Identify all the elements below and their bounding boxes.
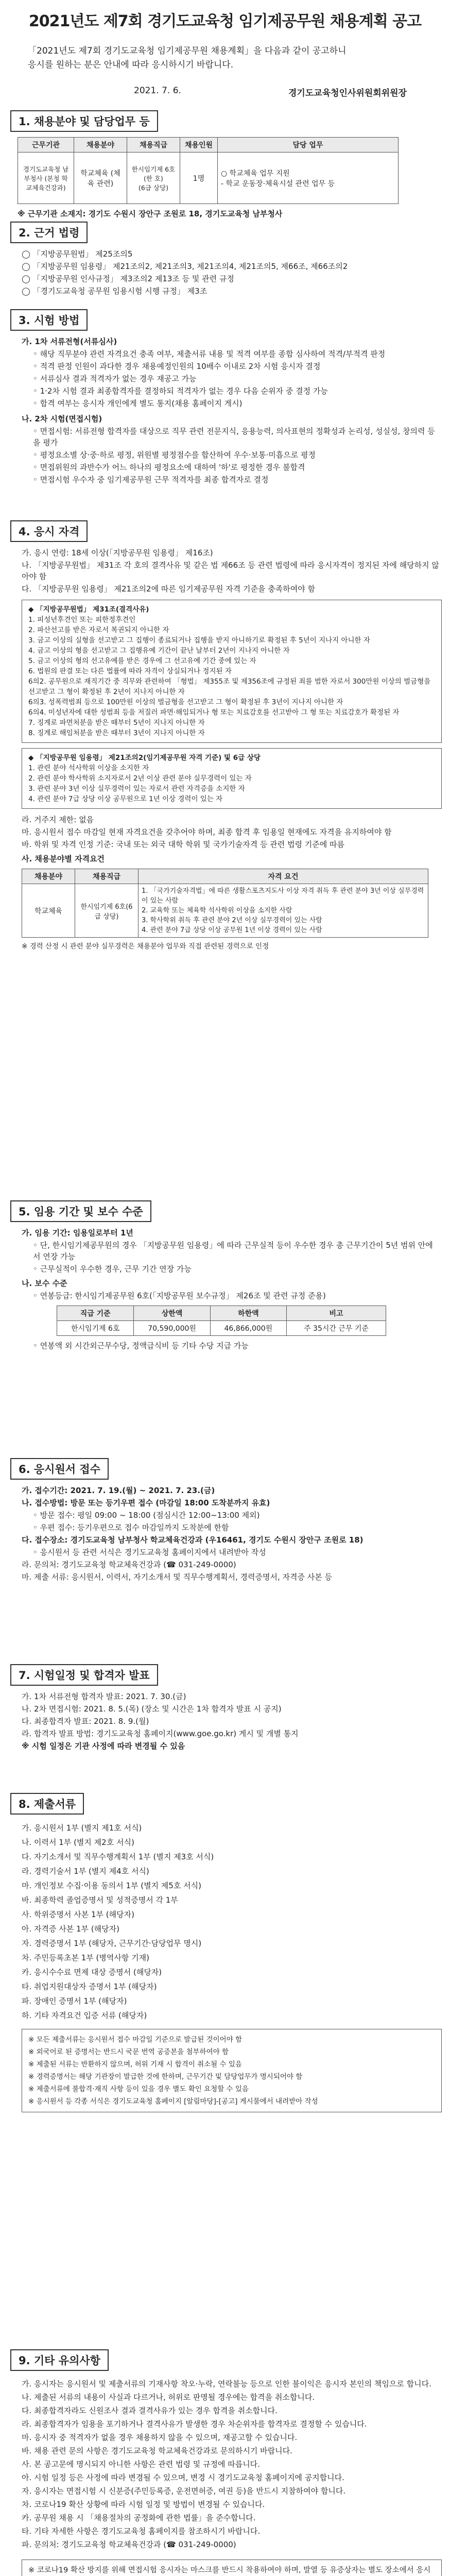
method-b1: ◦ 면접시험: 서류전형 합격자를 대상으로 직무 관련 전문지식, 응용능력, 의사표현의 정확성과 논리성, 성실성, 창의력 등을 평가 [33,427,435,447]
list-item: 5. 금고 이상의 형의 선고유예를 받은 경우에 그 선고유예 기간 중에 있는 자 [28,657,256,665]
document-list [10,1821,440,2023]
section-7 [10,1664,440,1753]
list-item: 2. 파산선고를 받은 자로서 복권되지 아니한 자 [28,626,169,634]
term-a2: ◦ 근무실적이 우수한 경우, 근무 기간 연장 가능 [33,1264,192,1274]
section-7-heading: 7. 시험일정 및 합격자 발표 [10,1664,158,1686]
doc-note-2: ※ 외국어로 된 증명서는 반드시 국문 번역 공증본을 첨부하여야 함 [28,2048,229,2056]
disqualification-box [22,600,442,743]
criteria-list [28,763,435,804]
apply-b1: ◦ 방문 접수: 평일 09:00 ~ 18:00 (점심시간 12:00~13:00 제외) [33,1511,260,1520]
method-b: 나. 2차 시험(면접시험) [22,414,102,423]
apply-a: 가. 접수기간: 2021. 7. 19.(월) ~ 2021. 7. 23.(금) [22,1486,215,1495]
list-item: 바. 채용 관련 문의 사항은 경기도교육청 학교체육건강과로 문의하시기 바랍니다. [22,2446,292,2455]
list-item: 차. 주민등록초본 1부 (병역사항 기재) [22,1953,149,1962]
pay-b: 나. 보수 수준 [22,1279,67,1288]
list-item: 라. 최종합격자가 임용을 포기하거나 결격사유가 발생한 경우 차순위자를 합격자로 결정할 수 있습니다. [22,2419,367,2429]
list-item: 사. 학위증명서 사본 1부 (해당자) [22,1910,134,1919]
section-1 [10,110,440,219]
law-3: ◯ 「지방공무원 인사규정」 제3조의2 제13조 등 및 관련 규정 [22,274,234,283]
list-item: 3. 금고 이상의 실형을 선고받고 그 집행이 종료되거나 집행을 받지 아니하기로 확정된 후 5년이 지나지 아니한 자 [28,636,370,645]
list-item: 바. 최종학력 졸업증명서 및 성적증명서 각 1부 [22,1895,178,1905]
method-a4: ◦ 1·2차 시험 결과 최종합격자를 결정하되 적격자가 없는 경우 다음 순위자 중 결정 가능 [33,386,328,396]
apply-d: 라. 문의처: 경기도교육청 학교체육건강과 (☎ 031-249-0000) [22,1560,236,1569]
list-item: 6의4. 미성년자에 대한 성범죄 등을 저질러 파면·해임되거나 형 또는 치료감호를 선고받아 그 형 또는 치료감호가 확정된 자 [28,708,400,717]
list-item: 아. 시험 일정 등은 사정에 따라 변경될 수 있으며, 변경 시 경기도교육청 홈페이지에 공지합니다. [22,2473,344,2482]
criteria-box [22,748,442,809]
task-line-1: ○ 학교체육 업무 지원 [221,169,290,178]
cell-rank-main: 한시임기제 6호 (한 호) [131,165,176,182]
covid-notice-box [22,2560,442,2576]
th-task: 담당 업무 [218,138,399,152]
method-a: 가. 1차 서류전형(서류심사) [22,337,117,346]
list-item: 가. 응시원서 1부 (별지 제1호 서식) [22,1823,142,1833]
list-item: 4. 관련 분야 7급 상당 이상 공무원 1년 이상 경력이 있는 사람 [142,926,322,934]
notice-title: 2021년도 제7회 경기도교육청 임기제공무원 채용계획 공고 [28,12,422,30]
section-4-body [10,547,440,595]
requirement-list [142,886,425,935]
qual-a: 가. 응시 연령: 18세 이상(「지방공무원 임용령」 제16조) [22,548,213,557]
notice-date: 2021. 7. 6. [134,86,181,96]
task-line-2: - 학교 운동장·체육시설 관련 업무 등 [221,179,335,188]
section-6-body [10,1485,440,1583]
disqualification-list [28,615,435,738]
list-item: 6의2. 공무원으로 재직기간 중 직무와 관련하여 「형법」 제355조 및 제356조에 규정된 죄를 범한 자로서 300만원 이상의 벌금형을 선고받고 그 형이 확정된 후 2년이 지나지 아니한 자 [28,677,431,696]
section-3 [10,309,440,486]
method-b3: ◦ 면접위원의 과반수가 어느 하나의 평정요소에 대하여 '하'로 평정한 경우 불합격 [33,463,305,472]
list-item: 타. 취업지원대상자 증명서 1부 (해당자) [22,1982,157,1991]
th-field: 채용분야 [74,138,127,152]
sched-d: 라. 합격자 발표 방법: 경기도교육청 홈페이지(www.goe.go.kr) 게시 및 개별 통지 [22,1729,299,1738]
th-count: 채용인원 [180,138,218,152]
intro-text [28,44,424,72]
disqualification-title: ◆ 「지방공무원법」 제31조(결격사유) [28,605,149,614]
list-item: 마. 개인정보 수집·이용 동의서 1부 (별지 제5호 서식) [22,1881,202,1890]
doc-note-1: ※ 모든 제출서류는 응시원서 접수 마감일 기준으로 발급된 것이어야 함 [28,2036,243,2044]
section-3-heading: 3. 시험 방법 [10,309,88,331]
list-item: 3. 관련 분야 3년 이상 실무경력이 있는 자로서 관련 자격증을 소지한 자 [28,785,245,793]
section-5 [10,1200,440,1351]
list-item: 6의3. 성폭력범죄 등으로 100만원 이상의 벌금형을 선고받고 그 형이 확정된 후 3년이 지나지 아니한 자 [28,698,343,706]
th-org: 근무기관 [18,138,74,152]
apply-b2: ◦ 우편 접수: 등기우편으로 접수 마감일까지 도착분에 한함 [33,1523,229,1532]
list-item: 1. 「국가기술자격법」에 따른 생활스포츠지도사 이상 자격 취득 후 관련 분야 3년 이상 실무경력이 있는 사람 [142,887,424,905]
intro-line-2: 응시를 원하는 분은 안내에 따라 응시하시기 바랍니다. [28,60,234,70]
list-item: 카. 응시수수료 면제 대상 증명서 (해당자) [22,1968,162,1977]
doc-note-4: ※ 경력증명서는 해당 기관장이 발급한 것에 한하며, 근무기간 및 담당업무가 명시되어야 함 [28,2073,303,2081]
list-item: 2. 관련 분야 학사학위 소지자로서 2년 이상 관련 분야 실무경력이 있는 자 [28,774,252,783]
section-3-body [10,336,440,485]
sched-b: 나. 2차 면접시험: 2021. 8. 5.(목) (장소 및 시간은 1차 합격자 발표 시 공지) [22,1704,282,1714]
sched-a: 가. 1차 서류전형 합격자 발표: 2021. 7. 30.(금) [22,1692,186,1701]
qual-b: 나. 「지방공무원법」 제31조 각 호의 결격사유 및 같은 법 제66조 등 관련 법령에 따라 응시자격이 정지된 자에 해당하지 않아야 함 [22,561,439,581]
cell-org: 경기도교육청 남부청사 (본청 학교체육건강과) [18,152,74,204]
list-item: 차. 코로나19 확산 상황에 따라 시험 일정 및 방법이 변경될 수 있습니다. [22,2500,265,2509]
th-q-field: 채용분야 [22,869,75,884]
list-item: 하. 기타 자격요건 입증 서류 (해당자) [22,2011,147,2020]
section-8 [10,1793,440,2112]
th-q-rank: 채용직급 [75,869,139,884]
apply-e: 마. 제출 서류: 응시원서, 이력서, 자기소개서 및 직무수행계획서, 경력증명서, 자격증 사본 등 [22,1572,332,1582]
table-header-row [18,138,399,152]
intro-line-1: 「2021년도 제7회 경기도교육청 임기제공무원 채용계획」을 다음과 같이 공고하니 [28,46,347,56]
list-item: 7. 징계로 파면처분을 받은 때부터 5년이 지나지 아니한 자 [28,719,205,727]
table-row [18,152,399,204]
cell-field: 학교체육 (체육 관련) [74,152,127,204]
th-rank: 채용직급 [127,138,180,152]
apply-c1: ◦ 응시원서 등 관련 서식은 경기도교육청 홈페이지에서 내려받아 작성 [33,1548,266,1557]
list-item: 마. 응시자 중 적격자가 없을 경우 채용하지 않을 수 있으며, 재공고할 수 있습니다. [22,2433,298,2442]
method-a1: ◦ 해당 직무분야 관련 자격요건 충족 여부, 제출서류 내용 및 적격 여부를 종합 심사하여 적격/부적격 판정 [33,349,386,359]
section-8-heading: 8. 제출서류 [10,1793,84,1815]
list-item: 가. 응시자는 응시원서 및 제출서류의 기재사항 착오·누락, 연락불능 등으로 인한 불이익은 응시자 본인의 책임으로 합니다. [22,2379,431,2388]
list-item: 자. 응시자는 면접시험 시 신분증(주민등록증, 운전면허증, 여권 등)을 반드시 지참하여야 합니다. [22,2486,346,2496]
th-pay-min: 하한액 [210,1306,286,1321]
list-item: 1. 피성년후견인 또는 피한정후견인 [28,616,136,624]
table-header-row [22,869,428,884]
section-6 [10,1458,440,1584]
notice-list [10,2377,440,2551]
doc-note-3: ※ 제출된 서류는 반환하지 않으며, 허위 기재 시 합격이 취소될 수 있음 [28,2060,242,2069]
pay-b2: ◦ 연봉액 외 시간외근무수당, 정액급식비 등 기타 수당 지급 가능 [33,1341,249,1350]
section-2-heading: 2. 근거 법령 [10,222,88,243]
apply-c: 다. 접수장소: 경기도교육청 남부청사 학교체육건강과 (우16461, 경기도 수원시 장안구 조원로 18) [22,1535,364,1545]
qual-d: 라. 거주지 제한: 없음 [22,815,94,824]
list-item: 4. 관련 분야 7급 상당 이상 공무원으로 1년 이상 경력이 있는 자 [28,795,223,803]
doc-note-6: ※ 응시원서 등 각종 서식은 경기도교육청 홈페이지 [알림마당]-[공고] 게시물에서 내려받아 작성 [28,2097,318,2106]
law-2: ◯ 「지방공무원 임용령」 제21조의2, 제21조의3, 제21조의4, 제21조의5, 제66조, 제66조의2 [22,262,348,271]
qual-e: 마. 응시원서 접수 마감일 현재 자격요건을 갖추어야 하며, 최종 합격 후 임용일 현재에도 자격을 유지하여야 함 [22,827,392,837]
list-item: 2. 교육학 또는 체육학 석사학위 이상을 소지한 사람 [142,907,292,914]
method-a5: ◦ 합격 여부는 응시자 개인에게 별도 통지(채용 홈페이지 게시) [33,399,243,408]
list-item: 파. 문의처: 경기도교육청 학교체육건강과 (☎ 031-249-0000) [22,2540,236,2549]
cell-pay-note: 주 35시간 근무 기준 [287,1321,386,1336]
pay-table [57,1306,386,1336]
qual-g: 사. 채용분야별 자격요건 [22,854,105,863]
list-item: 8. 징계로 해임처분을 받은 때부터 3년이 지나지 아니한 자 [28,729,205,737]
method-a2: ◦ 적격 판정 인원이 과다한 경우 채용예정인원의 10배수 이내로 2차 시험 응시자 결정 [33,362,321,371]
list-item: 1. 관련 분야 석사학위 이상을 소지한 자 [28,764,149,772]
th-pay-rank: 직급 기준 [57,1306,134,1321]
th-pay-note: 비고 [287,1306,386,1321]
method-a3: ◦ 서류심사 결과 적격자가 없는 경우 재공고 가능 [33,374,197,383]
list-item: 파. 장애인 증명서 1부 (해당자) [22,1996,127,2006]
cell-pay-min: 46,866,000원 [210,1321,286,1336]
cell-q-req [139,884,428,938]
cell-q-rank: 한시임기제 6호(6급 상당) [75,884,139,938]
sched-c: 다. 최종합격자 발표: 2021. 8. 9.(월) [22,1717,149,1726]
cell-pay-max: 70,590,000원 [134,1321,210,1336]
issuer-name: 경기도교육청인사위원회위원장 [288,88,407,98]
list-item: 다. 최종합격자라도 신원조사 결과 결격사유가 있는 경우 합격을 취소합니다. [22,2406,278,2415]
list-item: 3. 학사학위 취득 후 관련 분야 2년 이상 실무경력이 있는 사람 [142,917,322,924]
section-1-heading: 1. 채용분야 및 담당업무 등 [10,110,158,132]
section-1-note: ※ 근무기관 소재지: 경기도 수원시 장안구 조원로 18, 경기도교육청 남부청사 [18,209,283,218]
law-4: ◯ 「경기도교육청 공무원 임용시험 시행 규정」 제3조 [22,286,207,296]
qualification-table [22,869,428,938]
doc-note-5: ※ 제출서류에 불합격·재직 사항 등이 있을 경우 별도 확인 요청할 수 있음 [28,2085,249,2093]
section-4-heading: 4. 응시 자격 [10,520,88,542]
law-1: ◯ 「지방공무원법」 제25조의5 [22,249,133,259]
cell-rank [127,152,180,204]
list-item: 사. 본 공고문에 명시되지 아니한 사항은 관련 법령 및 규정에 따릅니다. [22,2460,260,2469]
section-6-heading: 6. 응시원서 접수 [10,1458,109,1480]
sched-e: ※ 시험 일정은 기관 사정에 따라 변경될 수 있음 [22,1741,185,1751]
section-5-body [10,1227,440,1301]
criteria-title: ◆ 「지방공무원 임용령」 제21조의2(임기제공무원 자격 기준) 및 6급 상당 [28,754,261,762]
qual-c: 다. 「지방공무원 임용령」 제21조의2에 따른 임기제공무원 자격 기준을 충족하여야 함 [22,584,315,594]
qual-table-note: ※ 경력 산정 시 관련 분야 실무경력은 채용분야 업무와 직접 관련된 경력으로 인정 [22,942,269,951]
th-q-req: 자격 요건 [139,869,428,884]
method-b2: ◦ 평정요소별 상·중·하로 평정, 위원별 평정점수를 합산하여 우수·보통·미흡으로 평정 [33,450,316,460]
section-5-heading: 5. 임용 기간 및 보수 수준 [10,1200,151,1222]
section-9-heading: 9. 기타 유의사항 [10,2349,109,2371]
pay-b1: ◦ 연봉등급: 한시임기제공무원 6호(「지방공무원 보수규정」 제26조 및 관련 규정 준용) [33,1291,326,1300]
qual-f: 바. 학위 및 자격 인정 기준: 국내 또는 외국 대학 학위 및 국가기술자격 등 관련 법령 기준에 따름 [22,840,345,849]
apply-b: 나. 접수방법: 방문 또는 등기우편 접수 (마감일 18:00 도착분까지 유효) [22,1498,270,1507]
list-item: 나. 제출된 서류의 내용이 사실과 다르거나, 허위로 판명될 경우에는 합격을 취소합니다. [22,2393,315,2402]
term-a1: ◦ 단, 한시임기제공무원의 경우 「지방공무원 임용령」에 따라 근무실적 등이 우수한 경우 총 근무기간이 5년 범위 안에서 연장 가능 [33,1241,433,1261]
covid-notice: ※ 코로나19 확산 방지를 위해 면접시험 응시자는 마스크를 반드시 착용하여야 하며, 발열 등 유증상자는 별도 장소에서 응시 [28,2566,431,2574]
th-pay-max: 상한액 [134,1306,210,1321]
section-2 [10,222,440,298]
list-item: 아. 자격증 사본 1부 (해당자) [22,1924,119,1934]
cell-rank-sub: (6급 상당) [139,183,168,192]
cell-pay-rank: 한시임기제 6호 [57,1321,134,1336]
method-b4: ◦ 면접시험 우수자 중 임기제공무원 근무 적격자를 최종 합격자로 결정 [33,475,269,484]
cell-task [218,152,399,204]
section-7-body [10,1691,440,1752]
list-item: 타. 기타 자세한 사항은 경기도교육청 홈페이지를 참조하시기 바랍니다. [22,2527,261,2536]
table-row [22,884,428,938]
section-4 [10,520,440,952]
section-9 [10,2349,440,2576]
section-4-body-2 [10,814,440,865]
table-row [57,1321,386,1336]
list-item: 나. 이력서 1부 (별지 제2호 서식) [22,1838,134,1847]
recruit-table [18,137,399,204]
list-item: 4. 금고 이상의 형을 선고받고 그 집행유예 기간이 끝난 날부터 2년이 지나지 아니한 자 [28,647,290,655]
list-item: 6. 법원의 판결 또는 다른 법률에 따라 자격이 상실되거나 정지된 자 [28,667,232,675]
term-a: 가. 임용 기간: 임용일로부터 1년 [22,1228,133,1238]
table-header-row [57,1306,386,1321]
cell-q-field: 학교체육 [22,884,75,938]
list-item: 카. 공무원 채용 시 「채용절차의 공정화에 관한 법률」을 준수합니다. [22,2513,256,2522]
document-notes-box [22,2029,442,2112]
section-2-body [10,248,440,297]
cell-count: 1명 [180,152,218,204]
list-item: 다. 자기소개서 및 직무수행계획서 1부 (별지 제3호 서식) [22,1852,214,1861]
list-item: 라. 경력기술서 1부 (별지 제4호 서식) [22,1867,149,1876]
list-item: 자. 경력증명서 1부 (해당자, 근무기간·담당업무 명시) [22,1939,202,1948]
